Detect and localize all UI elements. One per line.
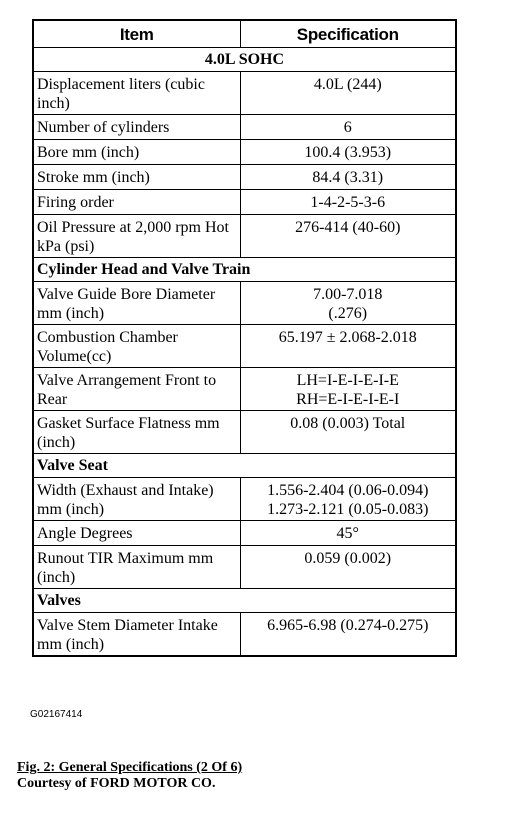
table-row	[33, 72, 456, 115]
table-row	[33, 115, 456, 140]
section-row-valve-seat	[33, 454, 456, 478]
spec-line: 1.556-2.404 (0.06-0.094)	[267, 482, 429, 499]
item-cell: Valve Arrangement Front to Rear	[33, 368, 240, 411]
item-cell: Firing order	[33, 190, 240, 215]
item-cell: Combustion Chamber Volume(cc)	[33, 325, 240, 368]
spec-cell: 84.4 (3.31)	[240, 165, 456, 190]
table-row	[33, 478, 456, 521]
spec-cell: 65.197 ± 2.068-2.018	[240, 325, 456, 368]
engine-heading-row	[33, 48, 456, 72]
table-row	[33, 190, 456, 215]
spec-line: 1.273-2.121 (0.05-0.083)	[267, 501, 429, 518]
table-row	[33, 325, 456, 368]
spec-cell	[240, 282, 456, 325]
table-row	[33, 546, 456, 589]
table-row	[33, 215, 456, 258]
section-heading: Valve Seat	[33, 454, 456, 478]
spec-cell: 6.965-6.98 (0.274-0.275)	[240, 613, 456, 657]
spec-line: RH=E-I-E-I-E-I	[296, 391, 400, 408]
spec-cell: 276-414 (40-60)	[240, 215, 456, 258]
spec-column-header: Specification	[240, 20, 456, 48]
item-cell: Oil Pressure at 2,000 rpm Hot kPa (psi)	[33, 215, 240, 258]
spec-cell: 100.4 (3.953)	[240, 140, 456, 165]
spec-cell: 0.059 (0.002)	[240, 546, 456, 589]
spec-line: (.276)	[328, 305, 368, 322]
courtesy-line: Courtesy of FORD MOTOR CO.	[17, 776, 216, 791]
figure-caption	[17, 760, 242, 792]
item-cell: Angle Degrees	[33, 521, 240, 546]
table-row	[33, 282, 456, 325]
section-row-valves	[33, 589, 456, 613]
section-heading: Cylinder Head and Valve Train	[33, 258, 456, 282]
figure-title: Fig. 2: General Specifications (2 Of 6)	[17, 760, 243, 775]
section-row-cylinder-head	[33, 258, 456, 282]
spec-cell: 1-4-2-5-3-6	[240, 190, 456, 215]
item-cell: Runout TIR Maximum mm (inch)	[33, 546, 240, 589]
item-cell: Number of cylinders	[33, 115, 240, 140]
spec-cell: 45°	[240, 521, 456, 546]
table-row	[33, 411, 456, 454]
header-row	[33, 20, 456, 48]
specifications-table	[32, 19, 457, 657]
item-cell: Valve Guide Bore Diameter mm (inch)	[33, 282, 240, 325]
table-row	[33, 140, 456, 165]
spec-line: LH=I-E-I-E-I-E	[296, 372, 399, 389]
table-row	[33, 521, 456, 546]
section-heading: Valves	[33, 589, 456, 613]
item-cell: Bore mm (inch)	[33, 140, 240, 165]
table-row	[33, 165, 456, 190]
item-cell: Stroke mm (inch)	[33, 165, 240, 190]
spec-line: 7.00-7.018	[313, 286, 383, 303]
figure-code: G02167414	[30, 709, 83, 720]
spec-cell: 6	[240, 115, 456, 140]
table-row	[33, 613, 456, 657]
table-row	[33, 368, 456, 411]
item-cell: Displacement liters (cubic inch)	[33, 72, 240, 115]
item-column-header: Item	[33, 20, 240, 48]
item-cell: Gasket Surface Flatness mm (inch)	[33, 411, 240, 454]
spec-cell: 4.0L (244)	[240, 72, 456, 115]
spec-cell: 0.08 (0.003) Total	[240, 411, 456, 454]
item-cell: Width (Exhaust and Intake) mm (inch)	[33, 478, 240, 521]
spec-cell	[240, 478, 456, 521]
item-cell: Valve Stem Diameter Intake mm (inch)	[33, 613, 240, 657]
spec-cell	[240, 368, 456, 411]
engine-heading: 4.0L SOHC	[33, 48, 456, 72]
